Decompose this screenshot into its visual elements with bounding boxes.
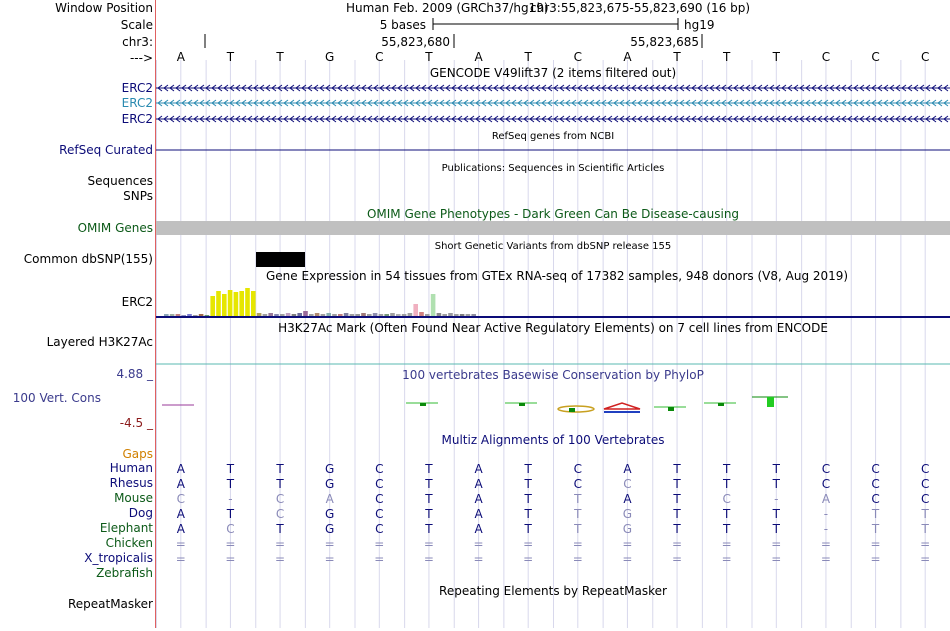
chrom-label: chr3:	[122, 35, 153, 49]
track-canvas[interactable]	[156, 0, 950, 628]
gtex-tissue-bar[interactable]	[245, 288, 250, 316]
alignment-base: -	[823, 522, 829, 536]
gtex-tissue-bar[interactable]	[292, 314, 297, 316]
gtex-tissue-bar[interactable]	[216, 291, 221, 316]
gtex-tissue-bar[interactable]	[222, 294, 227, 316]
alignment-base: C	[920, 462, 930, 476]
alignment-base: T	[723, 477, 731, 491]
gtex-tissue-bar[interactable]	[431, 294, 436, 316]
species-label[interactable]: Mouse	[114, 491, 153, 505]
alignment-base: C	[275, 492, 285, 506]
alignment-base: T	[723, 522, 731, 536]
alignment-base: =	[275, 537, 286, 551]
alignment-base: G	[622, 522, 633, 536]
gtex-tissue-bar[interactable]	[193, 315, 198, 316]
alignment-base: T	[226, 462, 235, 476]
gtex-tissue-bar[interactable]	[326, 313, 331, 316]
gtex-tissue-bar[interactable]	[413, 304, 418, 316]
gtex-tissue-bar[interactable]	[425, 314, 430, 316]
gtex-tissue-bar[interactable]	[164, 314, 169, 316]
base-letter: A	[176, 50, 185, 64]
scale-text: 5 bases	[379, 18, 426, 32]
alignment-base: A	[176, 522, 185, 536]
gtex-tissue-bar[interactable]	[373, 313, 378, 316]
alignment-base: C	[722, 492, 731, 506]
alignment-base: =	[771, 537, 782, 551]
omim-genes-label[interactable]: OMIM Genes	[77, 221, 153, 235]
alignment-base: T	[673, 507, 681, 521]
gaps-label[interactable]: Gaps	[122, 447, 153, 461]
alignment-base: =	[423, 537, 434, 551]
alignment-base: T	[425, 507, 433, 521]
alignment-base: =	[721, 537, 732, 551]
alignment-base: -	[823, 507, 829, 521]
gtex-tissue-bar[interactable]	[303, 311, 308, 316]
gtex-tissue-bar[interactable]	[332, 314, 337, 316]
alignment-base: =	[374, 552, 385, 566]
alignment-base: =	[275, 552, 286, 566]
alignment-base: T	[276, 522, 284, 536]
gtex-tissue-bar[interactable]	[448, 313, 453, 316]
gtex-tissue-bar[interactable]	[274, 314, 279, 316]
alignment-base: T	[524, 492, 532, 506]
alignment-base: G	[325, 507, 335, 521]
alignment-base: =	[225, 552, 236, 566]
base-letter: C	[821, 50, 831, 64]
base-letter: T	[276, 50, 284, 64]
assembly-title: Human Feb. 2009 (GRCh37/hg19)	[346, 1, 549, 15]
ruler	[205, 34, 702, 48]
gtex-tissue-bar[interactable]	[251, 291, 256, 316]
alignment-base: T	[425, 522, 433, 536]
base-letter: G	[325, 50, 335, 64]
alignment-base: T	[921, 522, 929, 536]
species-label[interactable]: Rhesus	[109, 476, 153, 490]
gtex-tissue-bar[interactable]	[355, 314, 360, 316]
alignment-base: T	[425, 492, 433, 506]
alignment-base: =	[572, 552, 583, 566]
gtex-tissue-bar[interactable]	[460, 314, 465, 316]
layered-h3k27ac-label[interactable]: Layered H3K27Ac	[46, 335, 153, 349]
snps-label[interactable]: SNPs	[123, 189, 153, 203]
gtex-tissue-bar[interactable]	[176, 314, 181, 316]
alignment-base: A	[176, 507, 185, 521]
base-letter: T	[673, 50, 681, 64]
alignment-base: T	[574, 492, 582, 506]
gencode-item-label[interactable]: ERC2	[121, 112, 153, 126]
alignment-base: C	[226, 522, 235, 536]
alignment-base: T	[226, 477, 235, 491]
base-letter: C	[573, 50, 583, 64]
publications-track-title: Publications: Sequences in Scientific Articles	[441, 163, 665, 174]
alignment-base: T	[723, 507, 731, 521]
alignment-base: T	[772, 507, 780, 521]
alignment-base: C	[920, 492, 930, 506]
gtex-tissue-bar[interactable]	[286, 313, 291, 316]
dbsnp-variant-block[interactable]	[256, 252, 305, 267]
species-label[interactable]: Elephant	[99, 521, 153, 535]
alignment-base: =	[175, 537, 186, 551]
phylop-track-title: 100 vertebrates Basewise Conservation by PhyloP	[402, 368, 704, 382]
species-label[interactable]: Zebrafish	[96, 566, 153, 580]
alignment-base: C	[573, 477, 583, 491]
phylop-max-label: 4.88 _	[116, 367, 153, 381]
gencode-item-label[interactable]: ERC2	[121, 81, 153, 95]
alignment-base: T	[226, 507, 235, 521]
gtex-tissue-bar[interactable]	[239, 291, 244, 316]
alignment-base: =	[225, 537, 236, 551]
alignment-base: =	[622, 552, 633, 566]
alignment-base: =	[324, 552, 335, 566]
alignment-base: C	[623, 477, 632, 491]
gtex-tissue-bar[interactable]	[350, 314, 355, 316]
alignment-base: T	[276, 477, 284, 491]
alignment-base: =	[820, 537, 831, 551]
multiz-track-title: Multiz Alignments of 100 Vertebrates	[441, 433, 665, 447]
gtex-tissue-bar[interactable]	[315, 313, 320, 316]
alignment-base: A	[176, 477, 185, 491]
gtex-tissue-bar[interactable]	[234, 292, 239, 316]
phylop-min-label: -4.5 _	[119, 416, 153, 430]
alignment-base: =	[870, 552, 881, 566]
alignment-base: =	[870, 537, 881, 551]
species-label[interactable]: Chicken	[105, 536, 153, 550]
alignment-base: T	[673, 522, 681, 536]
alignment-base: A	[176, 462, 185, 476]
alignment-base: T	[574, 522, 582, 536]
alignment-base: A	[623, 462, 632, 476]
alignment-base: C	[821, 477, 831, 491]
alignment-base: T	[772, 462, 780, 476]
alignment-base: C	[920, 477, 930, 491]
alignment-base: G	[325, 462, 335, 476]
species-label[interactable]: Dog	[128, 506, 153, 520]
alignment-base: =	[820, 552, 831, 566]
alignment-base: C	[275, 507, 285, 521]
base-letter: C	[375, 50, 384, 64]
alignment-base: =	[324, 537, 335, 551]
track-label-column	[0, 0, 155, 628]
alignment-base: T	[772, 522, 780, 536]
alignment-base: A	[474, 477, 483, 491]
window-position-text: chr3:55,823,675-55,823,690 (16 bp)	[530, 1, 751, 15]
gencode-track-title: GENCODE V49lift37 (2 items filtered out)	[429, 66, 677, 80]
repeatmasker-label[interactable]: RepeatMasker	[67, 597, 153, 611]
gtex-tissue-bar[interactable]	[297, 313, 302, 316]
gtex-tissue-bar[interactable]	[396, 314, 401, 316]
h3k27ac-track-title: H3K27Ac Mark (Often Found Near Active Regulatory Elements) on 7 cell lines from ENCODE	[278, 321, 828, 335]
repeatmasker-track-title: Repeating Elements by RepeatMasker	[439, 584, 667, 598]
gtex-tissue-bar[interactable]	[205, 315, 210, 316]
gencode-item-label[interactable]: ERC2	[121, 96, 153, 110]
alignment-base: A	[474, 507, 483, 521]
scale-bar	[433, 18, 678, 30]
alignment-base: C	[871, 492, 880, 506]
track-image-area[interactable]	[156, 0, 950, 628]
alignment-base: A	[623, 492, 632, 506]
gtex-tissue-bar[interactable]	[321, 314, 326, 316]
gtex-tissue-bar[interactable]	[199, 314, 204, 316]
strand-label: --->	[129, 51, 153, 65]
alignment-base: T	[524, 522, 532, 536]
gtex-tissue-bar[interactable]	[379, 314, 384, 316]
alignment-base: G	[325, 477, 335, 491]
base-letter: T	[226, 50, 235, 64]
alignment-base: C	[375, 462, 384, 476]
base-letter: T	[723, 50, 731, 64]
omim-track-title: OMIM Gene Phenotypes - Dark Green Can Be Disease-causing	[366, 207, 740, 221]
alignment-base: A	[474, 522, 483, 536]
gtex-tissue-bar[interactable]	[344, 313, 349, 316]
base-grid-lines	[157, 60, 926, 628]
alignment-base: =	[473, 537, 484, 551]
gtex-tissue-bar[interactable]	[268, 313, 273, 316]
dbsnp-track-title: Short Genetic Variants from dbSNP release 155	[434, 241, 672, 252]
base-letter: C	[871, 50, 880, 64]
alignment-base: T	[524, 477, 532, 491]
gtex-tissue-bar[interactable]	[408, 313, 413, 316]
alignment-base: =	[622, 537, 633, 551]
alignment-base: =	[374, 537, 385, 551]
alignment-base: =	[523, 552, 534, 566]
alignment-base: =	[920, 537, 931, 551]
gtex-tissue-bar[interactable]	[361, 313, 366, 316]
gtex-tissue-bar[interactable]	[437, 313, 442, 316]
alignment-base: G	[325, 522, 335, 536]
species-label[interactable]: X_tropicalis	[84, 551, 153, 565]
refseq-track-title: RefSeq genes from NCBI	[491, 131, 615, 142]
phylop-track-label[interactable]: 100 Vert. Cons	[12, 391, 101, 405]
gtex-tissue-bar[interactable]	[384, 314, 389, 316]
alignment-base: T	[524, 507, 532, 521]
alignment-base: =	[423, 552, 434, 566]
gtex-erc2-label[interactable]: ERC2	[121, 295, 153, 309]
alignment-base: T	[921, 507, 929, 521]
gtex-tissue-bar[interactable]	[402, 314, 407, 316]
alignment-base: T	[673, 477, 681, 491]
window-position-label: Window Position	[55, 1, 153, 15]
alignment-base: T	[425, 462, 433, 476]
common-dbsnp-label[interactable]: Common dbSNP(155)	[23, 252, 153, 266]
alignment-base: C	[871, 462, 880, 476]
gtex-tissue-bar[interactable]	[454, 314, 459, 316]
gtex-tissue-bar[interactable]	[466, 314, 471, 316]
alignment-base: C	[871, 477, 880, 491]
gtex-tissue-bar[interactable]	[471, 314, 476, 316]
alignment-base: -	[228, 492, 233, 506]
alignment-base: G	[622, 507, 633, 521]
alignment-base: =	[672, 552, 683, 566]
alignment-base: =	[920, 552, 931, 566]
alignment-base: =	[572, 537, 583, 551]
gtex-tissue-bar[interactable]	[442, 314, 447, 316]
alignment-base: T	[673, 492, 681, 506]
alignment-base: C	[375, 522, 384, 536]
species-label[interactable]: Human	[109, 461, 153, 475]
gtex-tissue-bar[interactable]	[419, 312, 424, 316]
base-letter: T	[425, 50, 433, 64]
alignment-base: =	[523, 537, 534, 551]
base-letter: A	[623, 50, 632, 64]
alignment-base: T	[673, 462, 681, 476]
alignment-base: T	[723, 462, 731, 476]
alignment-base: =	[175, 552, 186, 566]
gtex-tissue-bar[interactable]	[257, 313, 262, 316]
scale-label: Scale	[120, 18, 153, 32]
alignment-base: =	[672, 537, 683, 551]
gtex-tissue-bar[interactable]	[263, 314, 268, 316]
alignment-base: A	[474, 462, 483, 476]
base-letter: C	[920, 50, 930, 64]
base-letter: T	[524, 50, 532, 64]
base-letter: T	[772, 50, 780, 64]
gtex-tissue-bar[interactable]	[187, 314, 192, 316]
alignment-base: =	[473, 552, 484, 566]
alignment-base: T	[425, 477, 433, 491]
alignment-base: C	[821, 462, 831, 476]
gtex-tissue-bar[interactable]	[280, 314, 285, 316]
gtex-tissue-bar[interactable]	[170, 314, 175, 316]
alignment-base: T	[871, 507, 880, 521]
alignment-base: -	[774, 492, 779, 506]
gtex-track-title: Gene Expression in 54 tissues from GTEx RNA-seq of 17382 samples, 948 donors (V8, Aug 2019)	[266, 269, 849, 283]
alignment-base: C	[573, 462, 583, 476]
base-letter: A	[474, 50, 483, 64]
gtex-tissue-bar[interactable]	[338, 314, 343, 316]
refseq-curated-label[interactable]: RefSeq Curated	[59, 143, 153, 157]
alignment-base: A	[821, 492, 831, 506]
scale-db-text: hg19	[684, 18, 715, 32]
gtex-tissue-bar[interactable]	[367, 314, 372, 316]
alignment-base: A	[325, 492, 334, 506]
alignment-base: A	[474, 492, 483, 506]
alignment-base: T	[276, 462, 284, 476]
gtex-tissue-bar[interactable]	[210, 296, 215, 316]
ruler-tick-label: 55,823,680	[381, 35, 450, 49]
alignment-base: =	[771, 552, 782, 566]
alignment-base: T	[524, 462, 532, 476]
alignment-base: C	[375, 477, 384, 491]
alignment-base: T	[574, 507, 582, 521]
gtex-tissue-bar[interactable]	[309, 314, 314, 316]
alignment-base: =	[721, 552, 732, 566]
gtex-tissue-bar[interactable]	[390, 313, 395, 316]
ruler-tick-label: 55,823,685	[630, 35, 699, 49]
alignment-base: T	[772, 477, 780, 491]
alignment-base: C	[176, 492, 186, 506]
sequences-label[interactable]: Sequences	[87, 174, 153, 188]
alignment-base: C	[375, 492, 384, 506]
alignment-base: T	[871, 522, 880, 536]
alignment-base: C	[375, 507, 384, 521]
omim-feature-bar[interactable]	[156, 221, 950, 235]
gtex-tissue-bar[interactable]	[228, 290, 233, 316]
gtex-tissue-bar[interactable]	[181, 315, 186, 316]
